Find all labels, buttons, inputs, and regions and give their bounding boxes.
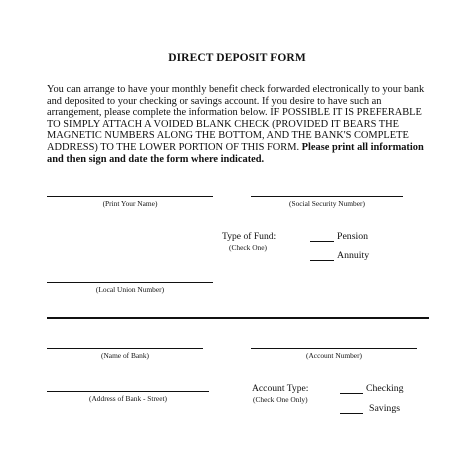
bank-address-caption: (Address of Bank - Street)	[89, 394, 167, 403]
annuity-option-label: Annuity	[337, 250, 370, 261]
instructions-caps-text: IF POSSIBLE IT IS PREFERABLE TO SIMPLY ATTACH A VOIDED BLANK CHECK (PROVIDED IT BEARS THE MAGNETIC NUMBERS ALONG THE BOTTOM, AND THE BANK'S COMPLETE ADDRESS) TO THE LOWER PORTION OF THIS FORM.	[47, 107, 422, 153]
pension-option-label: Pension	[337, 231, 369, 242]
bank-name-line[interactable]	[47, 348, 203, 349]
ssn-caption: (Social Security Number)	[289, 199, 365, 208]
print-name-line[interactable]	[47, 196, 213, 197]
ssn-line[interactable]	[251, 196, 403, 197]
instructions-bold-text: Please print all information and then sign and date the form where indicated.	[47, 141, 424, 165]
savings-checkbox-line[interactable]	[340, 413, 363, 414]
print-name-caption: (Print Your Name)	[102, 199, 158, 208]
pension-checkbox-line[interactable]	[310, 241, 334, 242]
checking-checkbox-line[interactable]	[340, 393, 363, 394]
local-union-caption: (Local Union Number)	[95, 285, 165, 294]
account-number-line[interactable]	[251, 348, 417, 349]
annuity-checkbox-line[interactable]	[310, 260, 334, 261]
bank-address-line[interactable]	[47, 391, 209, 392]
bank-name-caption: (Name of Bank)	[100, 351, 150, 360]
section-divider	[47, 317, 429, 319]
instructions-paragraph	[47, 84, 437, 165]
form-title: DIRECT DEPOSIT FORM	[168, 52, 306, 64]
savings-option-label: Savings	[369, 403, 401, 414]
account-type-sublabel: (Check One Only)	[253, 395, 308, 404]
fund-type-label: Type of Fund:	[222, 231, 277, 242]
account-type-label: Account Type:	[252, 383, 309, 394]
local-union-line[interactable]	[47, 282, 213, 283]
checking-option-label: Checking	[366, 383, 404, 394]
fund-type-sublabel: (Check One)	[229, 243, 267, 252]
account-number-caption: (Account Number)	[305, 351, 363, 360]
instructions-text: You can arrange to have your monthly benefit check forwarded electronically to your bank and deposited to your checking or savings account. If you desire to have such an arrangement, please complete the information below.	[47, 84, 425, 119]
